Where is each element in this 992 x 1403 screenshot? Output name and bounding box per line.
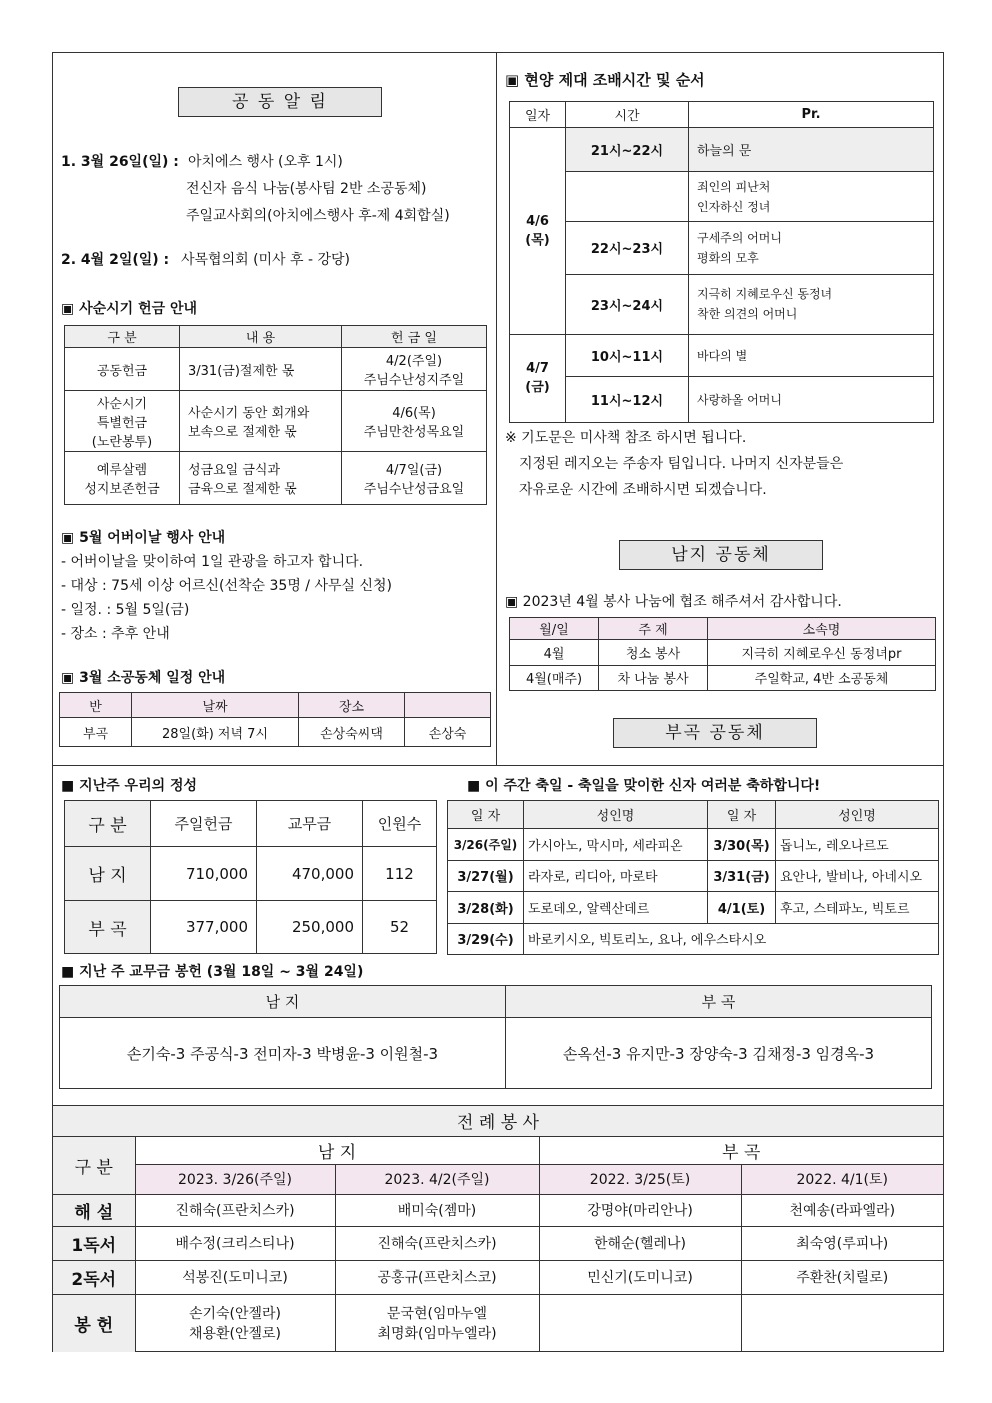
adoration-note: 자유로운 시간에 조배하시면 되겠습니다. [519,482,767,498]
adoration-table: 일자 시간 Pr. 4/6 (목) 21시~22시 하늘의 문 죄인의 피난처 인자하신 정녀 22시~23시 구세주의 어머니 평화의 모후 23시~24시 지극히 지혜로우신 동정녀 착한 의견의 어머니 4/7 (금) 10시~11시 바다의 별 11시~12시 사랑하올 어머니 [509,101,934,423]
notice-item1-line: 주일교사회의(아치에스행사 후-제 4회합실) [186,208,450,224]
col-header: 내 용 [180,326,342,348]
notice-item2-date: 2. 4월 2일(일) : [61,252,170,268]
notice-item2-text: 사목협의회 (미사 후 - 강당) [181,252,351,268]
table-row: 3/28(화) 도로데오, 알렉산데르 4/1(토) 후고, 스테파노, 빅토르 [448,892,939,924]
mothers-day-line: - 장소 : 추후 안내 [61,626,170,642]
mothers-day-line: - 대상 : 75세 이상 어르신(선착순 35명 / 사무실 신청) [61,578,392,594]
table-row: 4/7 (금) 10시~11시 바다의 별 [510,334,934,376]
adoration-note: ※ 기도문은 미사책 참조 하시면 됩니다. [505,430,747,446]
small-community-table: 반 날짜 장소 부곡 28일(화) 저녁 7시 손상숙씨댁 손상숙 [59,692,491,747]
table-row: 공동헌금 3/31(금)절제한 몫 4/2(주일) 주님수난성지주일 [65,348,487,391]
bugok-title: 부곡 공동체 [613,718,817,748]
table-row: 4월 청소 봉사 지극히 지혜로우신 동정녀pr [510,640,936,666]
table-row: 손기숙-3 주공식-3 전미자-3 박병윤-3 이원철-3 손옥선-3 유지만-3 장양숙-3 김채정-3 임경옥-3 [60,1018,932,1089]
liturgy-table: 전 례 봉 사 구 분 남 지 부 곡 2023. 3/26(주일) 2023. 4/2(주일) 2022. 3/25(토) 2022. 4/1(토) 해 설 진해숙(프란치스카) 배미숙(젬마) 강명야(마리안나) 천예송(라파엘라) 1독서 배수정(크리스티나) 진해숙(프란치스카) 한해순(헬레나) 최숙영(루피나) 2독서 석봉진(도미니코) 공홍규(프란치스코) 민신기(도미니코) 주환찬(치릴로) 봉 헌 손기숙(안젤라) 채용환(안젤로) 문국현(임마누엘 최명화(임마누엘라) [53,1106,943,1352]
table-row: 사순시기 특별헌금 (노란봉투) 사순시기 동안 회개와 보속으로 절제한 몫 4/6(목) 주님만찬성목요일 [65,391,487,452]
notice-item1-line: 아치에스 행사 (오후 1시) [188,154,343,170]
table-row: 11시~12시 사랑하올 어머니 [510,376,934,422]
small-community-heading: ▣ 3월 소공동체 일정 안내 [61,670,226,686]
bulletin-page [52,52,944,1352]
table-row: 4/6 (목) 21시~22시 하늘의 문 [510,128,934,172]
offering-heading: ■ 지난주 우리의 정성 [61,778,198,794]
feast-heading: ■ 이 주간 축일 - 축일을 맞이한 신자 여러분 축하합니다! [467,778,821,794]
mothers-day-line: - 어버이날을 맞이하여 1일 관광을 하고자 합니다. [61,554,364,570]
table-row: 부곡 28일(화) 저녁 7시 손상숙씨댁 손상숙 [60,718,491,747]
table-row: 4월(매주) 차 나눔 봉사 주일학교, 4반 소공동체 [510,665,936,691]
col-header: 구 분 [65,326,180,348]
notice-item1-date: 1. 3월 26일(일) : [61,154,179,170]
table-row: 3/29(수) 바로키시오, 빅토리노, 요나, 에우스타시오 [448,923,939,955]
adoration-note: 지정된 레지오는 주송자 팀입니다. 나머지 신자분들은 [519,456,844,472]
offering-table: 구 분 주일헌금 교무금 인원수 남 지 710,000 470,000 112 부 곡 377,000 250,000 52 [64,800,437,954]
dues-heading: ■ 지난 주 교무금 봉헌 (3월 18일 ~ 3월 24일) [61,964,364,980]
namji-thanks: ▣ 2023년 4월 봉사 나눔에 협조 해주셔서 감사합니다. [505,594,842,610]
table-row: 2독서 석봉진(도미니코) 공홍규(프란치스코) 민신기(도미니코) 주환찬(치릴로) [53,1260,943,1294]
notice-title: 공 동 알 림 [178,87,382,117]
table-row: 해 설 진해숙(프란치스카) 배미숙(젬마) 강명야(마리안나) 천예송(라파엘라) [53,1194,943,1226]
donation-heading: ▣ 사순시기 헌금 안내 [61,301,198,317]
namji-title: 남지 공동체 [619,540,823,570]
col-header: 헌 금 일 [342,326,487,348]
table-row: 죄인의 피난처 인자하신 정녀 [510,172,934,222]
notice-item1-line: 전신자 음식 나눔(봉사팀 2반 소공동체) [186,181,427,197]
dues-table: 남 지 부 곡 손기숙-3 주공식-3 전미자-3 박병윤-3 이원철-3 손옥선-3 유지만-3 장양숙-3 김채정-3 임경옥-3 [59,985,932,1089]
table-row: 부 곡 377,000 250,000 52 [65,901,437,954]
section-divider [53,765,943,766]
mothers-day-line: - 일정. : 5월 5일(금) [61,602,190,618]
table-row: 3/27(월) 라자로, 리디아, 마로타 3/31(금) 요안나, 발비나, 아네시오 [448,860,939,892]
table-row: 1독서 배수정(크리스티나) 진해숙(프란치스카) 한해순(헬레나) 최숙영(루피나) [53,1226,943,1260]
column-divider [496,53,497,765]
table-row: 22시~23시 구세주의 어머니 평화의 모후 [510,222,934,274]
table-row: 3/26(주일) 가시아노, 막시마, 세라피온 3/30(목) 돕니노, 레오나르도 [448,829,939,861]
namji-table: 월/일 주 제 소속명 4월 청소 봉사 지극히 지혜로우신 동정녀pr 4월(매주) 차 나눔 봉사 주일학교, 4반 소공동체 [509,617,936,691]
table-row: 남 지 710,000 470,000 112 [65,847,437,901]
donation-table [64,325,487,505]
feast-table: 일 자 성인명 일 자 성인명 3/26(주일) 가시아노, 막시마, 세라피온 3/30(목) 돕니노, 레오나르도 3/27(월) 라자로, 리디아, 마로타 3/31(금) 요안나, 발비나, 아네시오 3/28(화) 도로데오, 알렉산데르 4/1(토) 후고, 스테파노, 빅토르 3/29(수) 바로키시오, 빅토리노, 요나, 에우스타시오 [447,800,939,955]
table-row: 예루살렘 성지보존헌금 성금요일 금식과 금육으로 절제한 몫 4/7일(금) 주님수난성금요일 [65,452,487,505]
mothers-day-heading: ▣ 5월 어버이날 행사 안내 [61,530,226,546]
adoration-heading: ▣ 현양 제대 조배시간 및 순서 [505,71,705,89]
table-row: 봉 헌 손기숙(안젤라) 채용환(안젤로) 문국현(임마누엘 최명화(임마누엘라) [53,1294,943,1352]
table-row: 23시~24시 지극히 지혜로우신 동정녀 착한 의견의 어머니 [510,274,934,334]
